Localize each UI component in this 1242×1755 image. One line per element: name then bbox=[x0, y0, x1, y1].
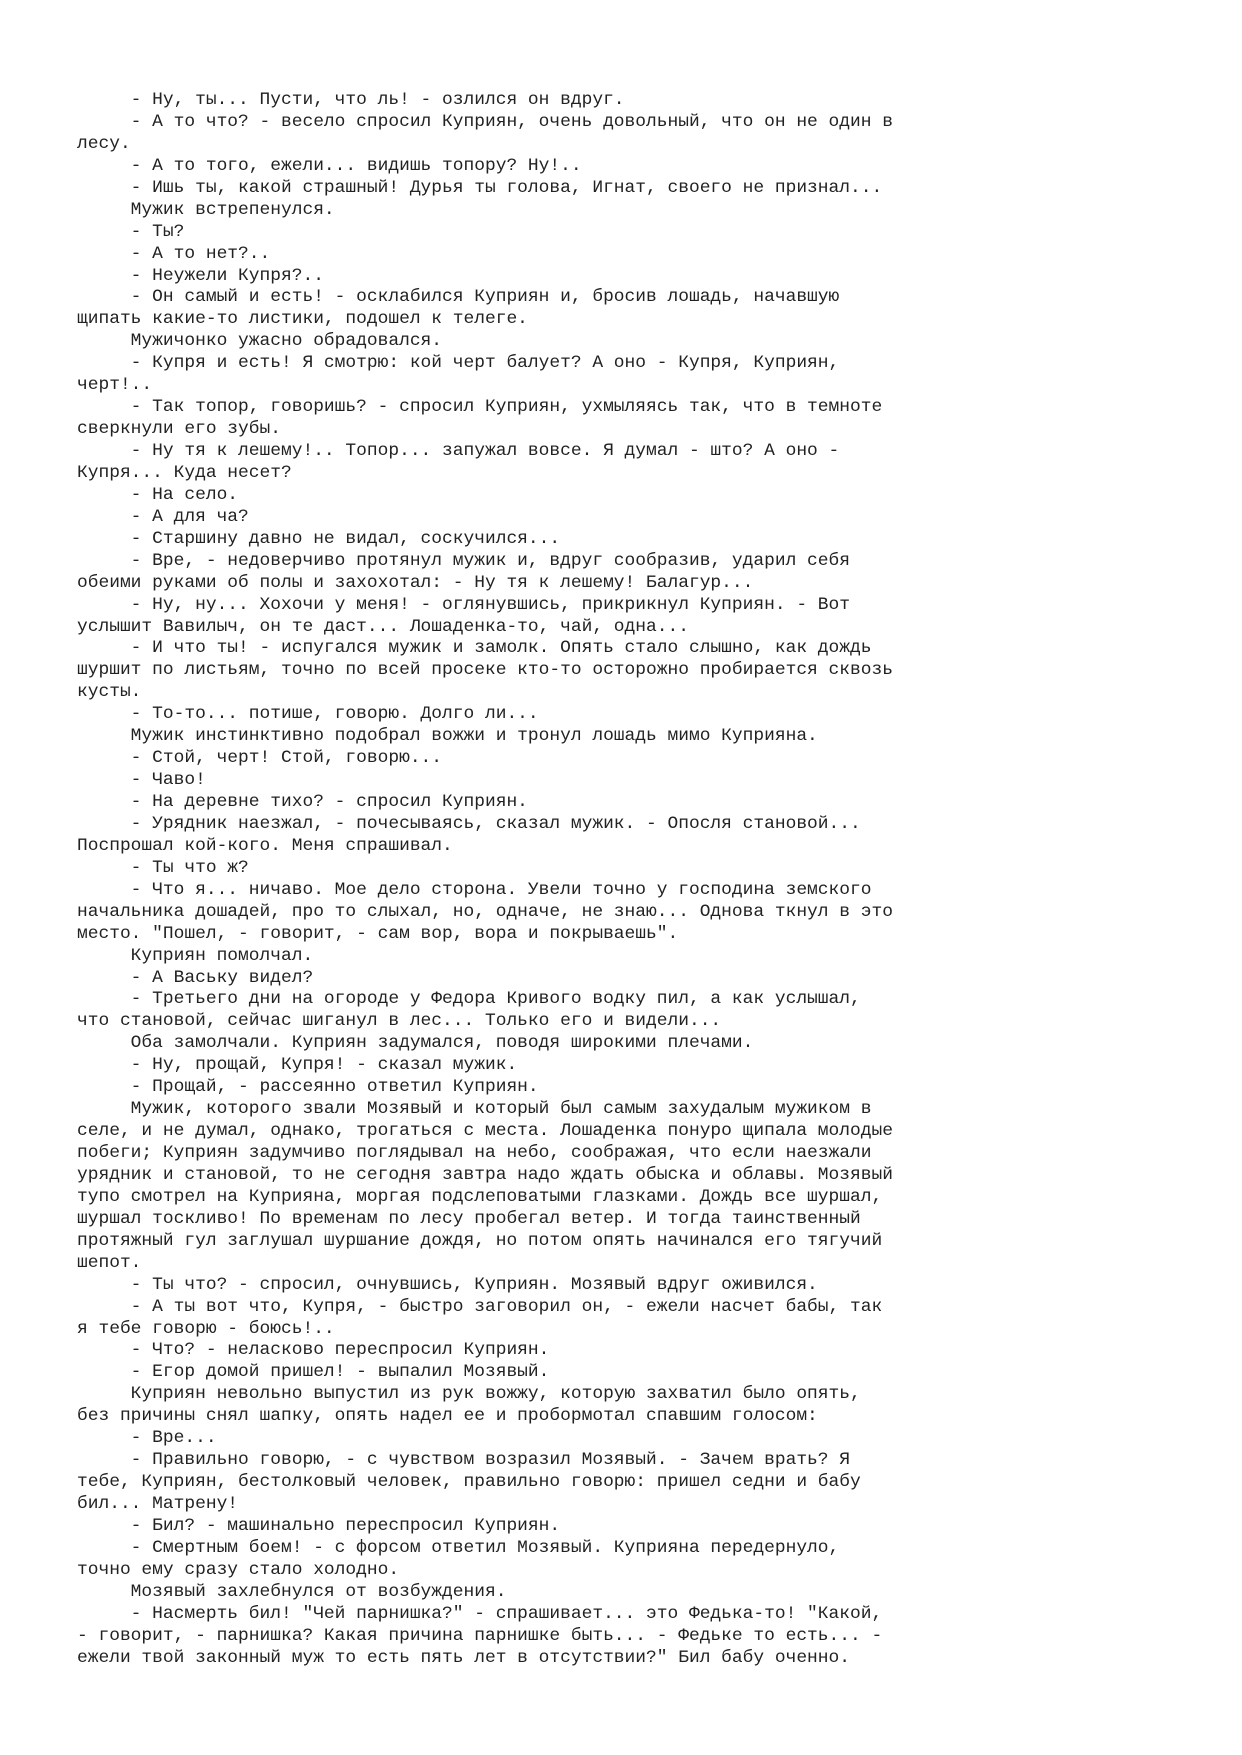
text-line: - Чаво! bbox=[77, 770, 206, 791]
text-line: - Ты? bbox=[77, 221, 185, 242]
text-line: услышит Вавилыч, он те даст... Лошаденка-то, чай, одна... bbox=[77, 616, 689, 637]
text-line: - Ну тя к лешему!.. Топор... запужал вовсе. Я думал - што? А оно - bbox=[77, 441, 840, 461]
text-line: - Вре, - недоверчиво протянул мужик и, вдруг сообразив, ударил себя bbox=[77, 550, 851, 571]
text-line: селе, и не думал, однако, трогаться с места. Лошаденка понуро щипала молодые bbox=[77, 1121, 893, 1142]
text-line: без причины снял шапку, опять надел ее и пробормотал спавшим голосом: bbox=[77, 1406, 818, 1427]
text-line: - А то что? - весело спросил Куприян, очень довольный, что он не один в bbox=[77, 111, 893, 132]
text-line: - А то того, ежели... видишь топору? Ну!.. bbox=[77, 155, 582, 176]
text-line: - Ну, ну... Хохочи у меня! - оглянувшись, прикрикнул Куприян. - Вот bbox=[77, 594, 851, 615]
text-line: - А Ваську видел? bbox=[77, 967, 314, 988]
text-line: щипать какие-то листики, подошел к телеге. bbox=[77, 309, 528, 330]
text-line: Мозявый захлебнулся от возбуждения. bbox=[77, 1581, 507, 1602]
text-line: - Третьего дни на огороде у Федора Кривого водку пил, а как услышал, bbox=[77, 989, 861, 1010]
text-line: - Что я... ничаво. Мое дело сторона. Увели точно у господина земского bbox=[77, 879, 872, 900]
text-line: шуршит по листьям, точно по всей просеке кто-то осторожно пробирается сквозь bbox=[77, 660, 893, 681]
text-line: - А ты вот что, Купря, - быстро заговорил он, - ежели насчет бабы, так bbox=[77, 1296, 883, 1317]
text-line: - Ты что? - спросил, очнувшись, Куприян. Мозявый вдруг оживился. bbox=[77, 1274, 818, 1295]
text-line: - Ты что ж? bbox=[77, 857, 249, 878]
text-line: - То-то... потише, говорю. Долго ли... bbox=[77, 704, 539, 725]
text-line: - Урядник наезжал, - почесываясь, сказал мужик. - Опосля становой... bbox=[77, 813, 861, 834]
text-line: - А то нет?.. bbox=[77, 243, 271, 264]
text-line: - Правильно говорю, - с чувством возразил Мозявый. - Зачем врать? Я bbox=[77, 1450, 851, 1471]
text-line: - Прощай, - рассеянно ответил Куприян. bbox=[77, 1077, 539, 1098]
text-line: - Так топор, говоришь? - спросил Куприян, ухмыляясь так, что в темноте bbox=[77, 397, 883, 418]
text-line: шепот. bbox=[77, 1252, 142, 1273]
text-line: кусты. bbox=[77, 682, 142, 703]
text-line: - Бил? - машинально переспросил Куприян. bbox=[77, 1515, 561, 1536]
text-line: - Вре... bbox=[77, 1428, 217, 1449]
text-line: Оба замолчали. Куприян задумался, поводя широкими плечами. bbox=[77, 1033, 754, 1054]
text-line: - говорит, - парнишка? Какая причина парнишке быть... - Федьке то есть... - bbox=[77, 1625, 883, 1646]
text-line: - Что? - неласково переспросил Куприян. bbox=[77, 1340, 550, 1361]
text-line: Поспрошал кой-кого. Меня спрашивал. bbox=[77, 835, 453, 856]
text-line: тебе, Куприян, бестолковый человек, правильно говорю: пришел седни и бабу bbox=[77, 1472, 861, 1493]
text-line: Мужичонко ужасно обрадовался. bbox=[77, 331, 443, 352]
text-line: - Насмерть бил! "Чей парнишка?" - спрашивает... это Федька-то! "Какой, bbox=[77, 1603, 883, 1624]
text-line: - На деревне тихо? - спросил Куприян. bbox=[77, 792, 528, 812]
text-line: шуршал тоскливо! По временам по лесу пробегал ветер. И тогда таинственный bbox=[77, 1208, 861, 1229]
text-line: бил... Матрену! bbox=[77, 1494, 239, 1514]
text-line: - На село. bbox=[77, 484, 239, 505]
text-line: Мужик, которого звали Мозявый и который был самым захудалым мужиком в bbox=[77, 1099, 872, 1120]
text-line: Куприян помолчал. bbox=[77, 945, 314, 966]
text-line: тупо смотрел на Куприяна, моргая подслеповатыми глазками. Дождь все шуршал, bbox=[77, 1186, 883, 1207]
text-line: черт!.. bbox=[77, 375, 153, 396]
text-line: побеги; Куприян задумчиво поглядывал на небо, соображая, что если наезжали bbox=[77, 1143, 872, 1163]
text-line: Купря... Куда несет? bbox=[77, 462, 292, 483]
text-line: я тебе говорю - боюсь!.. bbox=[77, 1318, 335, 1339]
text-line: точно ему сразу стало холодно. bbox=[77, 1559, 400, 1580]
text-line: - Он самый и есть! - осклабился Куприян и, бросив лошадь, начавшую bbox=[77, 287, 840, 308]
text-line: Мужик встрепенулся. bbox=[77, 199, 335, 220]
text-line: место. "Пошел, - говорит, - сам вор, вора и покрываешь". bbox=[77, 923, 679, 944]
text-line: лесу. bbox=[77, 133, 131, 154]
text-line: - И что ты! - испугался мужик и замолк. Опять стало слышно, как дождь bbox=[77, 638, 872, 659]
text-line: Куприян невольно выпустил из рук вожжу, которую захватил было опять, bbox=[77, 1384, 861, 1405]
text-line: - Смертным боем! - с форсом ответил Мозявый. Куприяна передернуло, bbox=[77, 1537, 840, 1558]
text-line: - Стой, черт! Стой, говорю... bbox=[77, 748, 443, 769]
text-line: - А для ча? bbox=[77, 506, 249, 527]
text-line: урядник и становой, то не сегодня завтра надо ждать обыска и облавы. Мозявый bbox=[77, 1164, 893, 1185]
text-line: - Старшину давно не видал, соскучился... bbox=[77, 528, 561, 549]
text-line: - Неужели Купря?.. bbox=[77, 265, 324, 286]
text-line: - Купря и есть! Я смотрю: кой черт балует? А оно - Купря, Куприян, bbox=[77, 353, 840, 374]
text-line: - Ну, ты... Пусти, что ль! - озлился он вдруг. bbox=[77, 90, 625, 110]
text-line: сверкнули его зубы. bbox=[77, 419, 281, 440]
text-line: Мужик инстинктивно подобрал вожжи и тронул лошадь мимо Куприяна. bbox=[77, 726, 818, 747]
text-line: что становой, сейчас шиганул в лес... Только его и видели... bbox=[77, 1011, 722, 1032]
text-line: протяжный гул заглушал шуршание дождя, но потом опять начинался его тягучий bbox=[77, 1230, 883, 1251]
text-line: - Егор домой пришел! - выпалил Мозявый. bbox=[77, 1362, 550, 1383]
text-line: ежели твой законный муж то есть пять лет в отсутствии?" Бил бабу оченно. bbox=[77, 1647, 851, 1668]
document-page bbox=[77, 90, 1022, 1670]
text-line: - Ну, прощай, Купря! - сказал мужик. bbox=[77, 1055, 518, 1076]
text-line: начальника дошадей, про то слыхал, но, одначе, не знаю... Однова ткнул в это bbox=[77, 901, 893, 922]
text-line: - Ишь ты, какой страшный! Дурья ты голова, Игнат, своего не признал... bbox=[77, 177, 883, 198]
text-line: обеими руками об полы и захохотал: - Ну тя к лешему! Балагур... bbox=[77, 572, 754, 593]
